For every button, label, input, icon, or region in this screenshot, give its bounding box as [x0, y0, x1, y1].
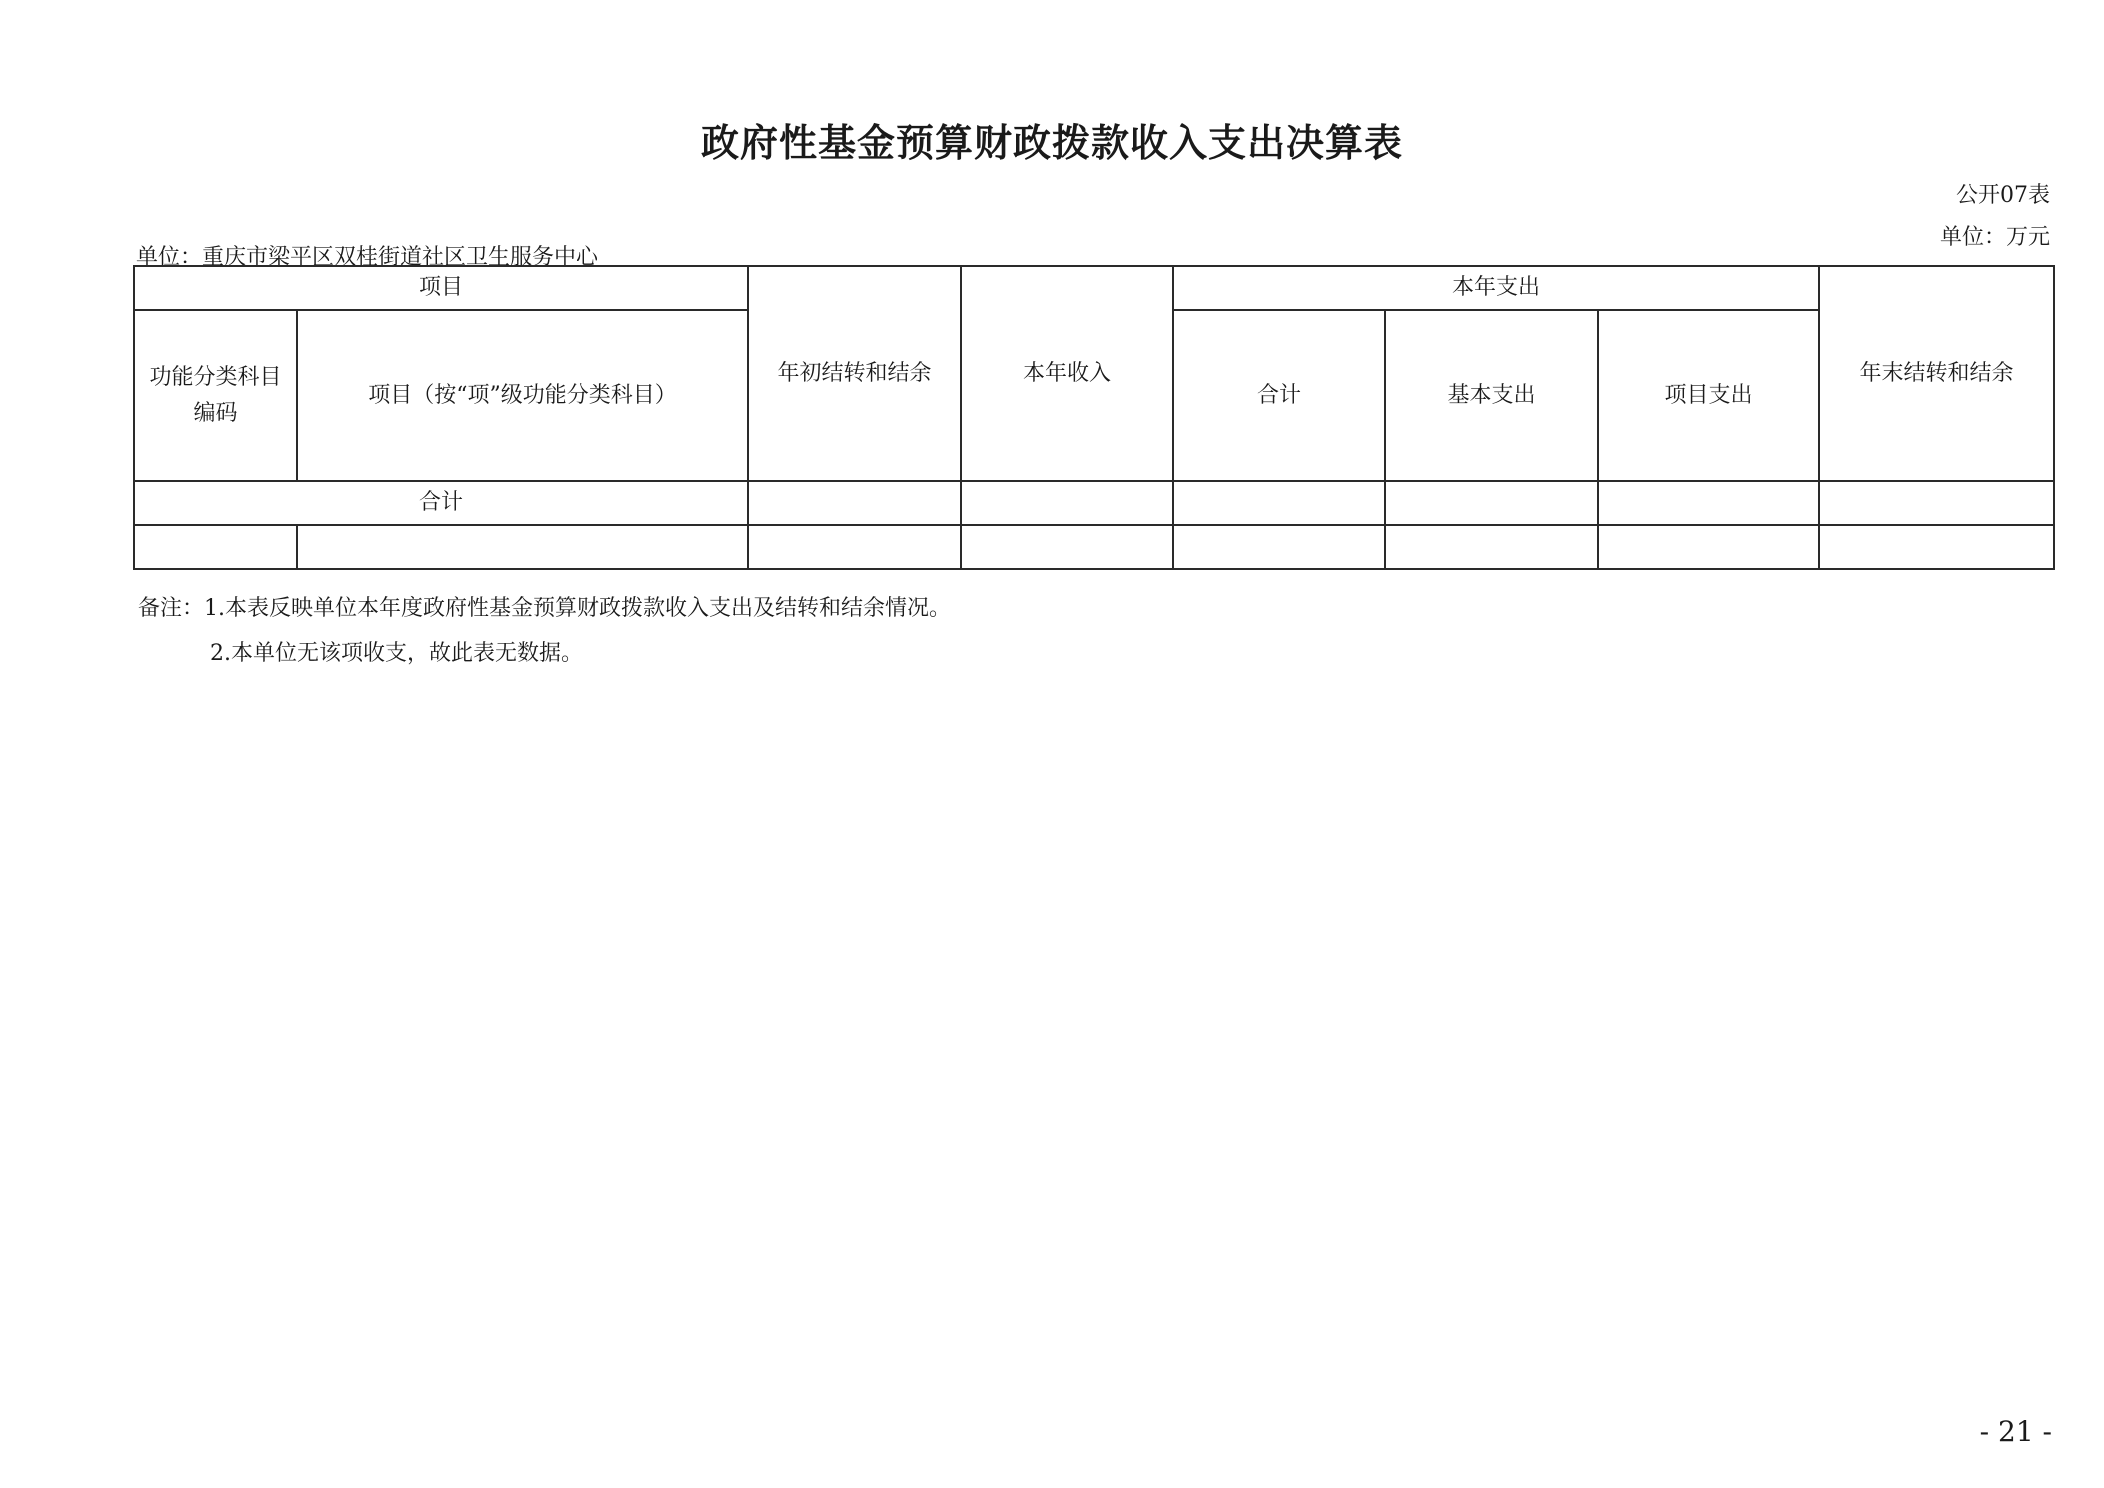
row-project-expense: [1598, 525, 1819, 569]
total-label: 合计: [134, 481, 748, 525]
budget-table: [133, 265, 2055, 570]
total-basic-expense: [1385, 481, 1598, 525]
total-begin-balance: [748, 481, 961, 525]
header-income: 本年收入: [961, 266, 1173, 481]
header-item: 项目: [134, 266, 748, 310]
header-expense-group: 本年支出: [1173, 266, 1819, 310]
header-basic-expense: 基本支出: [1385, 310, 1598, 481]
page-number: - 21 -: [1979, 1415, 2052, 1448]
row-income: [961, 525, 1173, 569]
header-end-balance: 年末结转和结余: [1819, 266, 2054, 481]
row-basic-expense: [1385, 525, 1598, 569]
row-end-balance: [1819, 525, 2054, 569]
note-line-1: 备注：1.本表反映单位本年度政府性基金预算财政拨款收入支出及结转和结余情况。: [138, 596, 951, 621]
page-title: 政府性基金预算财政拨款收入支出决算表: [700, 121, 1403, 165]
total-end-balance: [1819, 481, 2054, 525]
header-func-code: 功能分类科目编码: [134, 310, 297, 481]
row-begin-balance: [748, 525, 961, 569]
organization-label: 单位：重庆市梁平区双桂街道社区卫生服务中心: [136, 245, 599, 270]
header-project-expense: 项目支出: [1598, 310, 1819, 481]
header-expense-total: 合计: [1173, 310, 1385, 481]
row-item-name: [297, 525, 748, 569]
table-code: 公开07表: [1956, 183, 2050, 208]
total-project-expense: [1598, 481, 1819, 525]
total-expense: [1173, 481, 1385, 525]
row-func-code: [134, 525, 297, 569]
total-income: [961, 481, 1173, 525]
unit-label: 单位：万元: [1939, 225, 2050, 250]
total-row: [134, 481, 2054, 525]
note-line-2: 2.本单位无该项收支，故此表无数据。: [210, 641, 583, 666]
table-row: [134, 525, 2054, 569]
notes: [138, 586, 951, 676]
row-expense-total: [1173, 525, 1385, 569]
header-begin-balance: 年初结转和结余: [748, 266, 961, 481]
header-item-name: 项目（按“项”级功能分类科目）: [297, 310, 748, 481]
